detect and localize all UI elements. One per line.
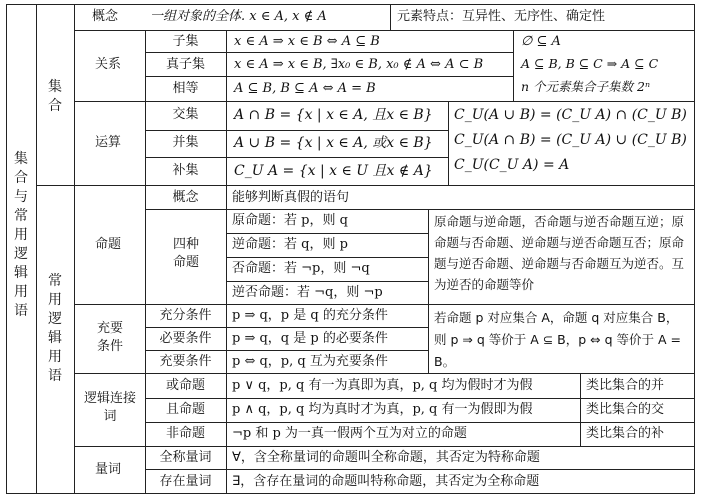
quancheng-def: ∀，含全称量词的命题叫全称命题，其否定为特称命题 [232, 450, 540, 465]
fei-label: 非命题 [165, 426, 205, 441]
biyao-def: p ⇒ q，q 是 p 的必要条件 [232, 331, 388, 346]
chongyao-tiaojian-label: 充要条件 [159, 354, 212, 369]
yuan-mingti: 原命题：若 p，则 q [232, 213, 348, 228]
jihe-gainian-label: 概念 [92, 9, 119, 24]
chongfen-def: p ⇒ q，p 是 q 的充分条件 [232, 308, 388, 323]
chongfen-label: 充分条件 [159, 308, 212, 323]
ziji-label: 子集 [172, 34, 199, 49]
xiangdeng-label: 相等 [172, 81, 199, 96]
section-luoji-label: 常用逻辑用语 [48, 273, 62, 384]
jiaoji-def: A ∩ B = {x | x ∈ A, 且x ∈ B} [234, 107, 433, 123]
yunsuan-note-2: C_U(A ∩ B) = (C_U A) ∪ (C_U B) [454, 132, 687, 148]
nifou-mingti: 逆否命题：若 ¬q，则 ¬p [232, 285, 383, 300]
xiangdeng-def: A ⊆ B, B ⊆ A ⇔ A = B [234, 81, 376, 96]
huo-def: p ∨ q，p, q 有一为真即为真，p, q 均为假时才为假 [232, 378, 533, 393]
guanxi-label: 关系 [95, 57, 122, 72]
chongyao-note: 若命题 p 对应集合 A，命题 q 对应集合 B，则 p ⇒ q 等价于 A ⊆ B，p ⇔ q 等价于 A = B。 [434, 310, 681, 369]
fei-note: 类比集合的补 [586, 426, 665, 441]
fou-mingti: 否命题：若 ¬p，则 ¬q [232, 261, 370, 276]
yuansu-tedian: 元素特点：互异性、无序性、确定性 [397, 9, 606, 24]
luojici-label: 逻辑连接词 [83, 391, 136, 424]
bingji-def: A ∪ B = {x | x ∈ A, 或x ∈ B} [234, 135, 433, 151]
yunsuan-note-3: C_U(C_U A) = A [454, 157, 570, 173]
huo-label: 或命题 [165, 378, 205, 393]
mingti-gainian-label: 概念 [172, 190, 199, 205]
jiaoji-label: 交集 [172, 107, 199, 122]
main-topic-label: 集合与常用逻辑用语 [14, 151, 28, 319]
buji-label: 补集 [172, 163, 199, 178]
ziji-def: x ∈ A ⇒ x ∈ B ⇔ A ⊆ B [234, 34, 380, 49]
cunzai-def: ∃，含存在量词的命题叫特称命题，其否定为全称命题 [232, 474, 540, 489]
guanxi-note-2: A ⊆ B, B ⊆ C ⇒ A ⊆ C [521, 56, 659, 71]
guanxi-note-1: ∅ ⊆ A [521, 34, 561, 49]
quancheng-label: 全称量词 [159, 450, 212, 465]
chongyao-label: 充要条件 [96, 321, 123, 354]
zhenziji-label: 真子集 [165, 57, 205, 72]
huo-note: 类比集合的并 [586, 378, 665, 393]
mingti-note: 原命题与逆命题，否命题与逆否命题互逆；原命题与否命题、逆命题与逆否命题互否；原命题与逆否命题、逆命题与否命题互为逆否。互为逆否的命题等价 [434, 214, 685, 292]
fei-def: ¬p 和 p 为一真一假两个互为对立的命题 [232, 426, 467, 441]
yunsuan-note-1: C_U(A ∪ B) = (C_U A) ∩ (C_U B) [454, 107, 687, 123]
mingti-label: 命题 [95, 237, 122, 252]
section-jihe-label: 集合 [48, 79, 62, 114]
chongyao-def: p ⇔ q，p, q 互为充要条件 [232, 354, 388, 369]
zhenziji-def: x ∈ A ⇒ x ∈ B, ∃x₀ ∈ B, x₀ ∉ A ⇔ A ⊂ B [234, 57, 484, 72]
buji-def: C_U A = {x | x ∈ U 且x ∉ A} [234, 163, 433, 179]
guanxi-note-3: n 个元素集合子集数 2ⁿ [521, 79, 651, 94]
qie-note: 类比集合的交 [586, 402, 665, 417]
qie-label: 且命题 [165, 402, 205, 417]
cunzai-label: 存在量词 [159, 474, 212, 489]
qie-def: p ∧ q，p, q 均为真时才为真，p, q 有一为假即为假 [232, 402, 533, 417]
jihe-gainian-def: 一组对象的全体. x ∈ A, x ∉ A [150, 9, 327, 24]
bingji-label: 并集 [172, 135, 199, 150]
liangci-label: 量词 [95, 462, 122, 477]
ni-mingti: 逆命题：若 q，则 p [232, 237, 348, 252]
biyao-label: 必要条件 [159, 331, 212, 346]
mingti-gainian-def: 能够判断真假的语句 [232, 190, 350, 205]
sizhong-mingti-label: 四种命题 [172, 237, 199, 270]
yunsuan-label: 运算 [95, 135, 122, 150]
